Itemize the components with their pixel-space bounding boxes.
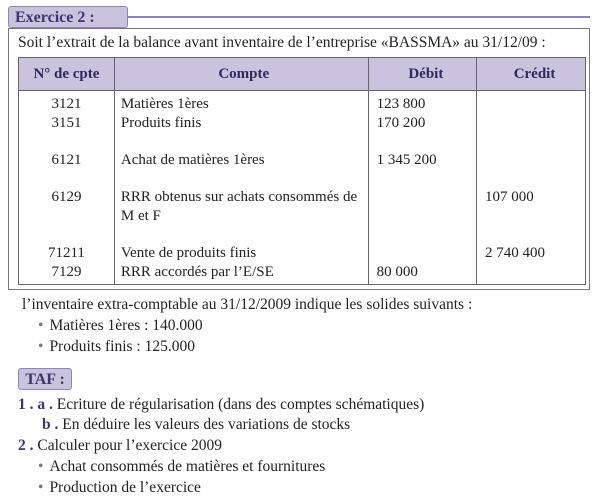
cell-num: 71211 [19, 244, 115, 263]
cell-num: 6129 [19, 188, 115, 244]
cell-credit [477, 151, 586, 188]
cell-debit: 80 000 [368, 263, 476, 285]
header-debit: Débit [368, 58, 476, 91]
question-2-item-text: Production de l’exercice [49, 479, 201, 496]
exercise-title: Exercice 2 : [8, 6, 128, 28]
header-num-cpte: N° de cpte [19, 58, 115, 91]
header-credit: Crédit [477, 58, 586, 91]
table-row [19, 91, 586, 115]
table-row [19, 244, 586, 263]
question-2-item [38, 458, 325, 476]
inventory-item [38, 338, 195, 356]
inventory-item [38, 317, 203, 335]
cell-credit [477, 263, 586, 285]
balance-table [18, 57, 586, 285]
question-1b [42, 416, 350, 434]
cell-num: 6121 [19, 151, 115, 188]
cell-credit: 107 000 [477, 188, 586, 244]
cell-debit: 123 800 [368, 91, 476, 115]
bullet-icon: • [38, 458, 44, 475]
question-2-item [38, 479, 201, 497]
question-2-item-text: Achat consommés de matières et fournitures [49, 458, 326, 475]
intro-text: Soit l’extrait de la balance avant inventaire de l’entreprise «BASSMA» au 31/12/09 : [18, 34, 546, 51]
header-compte: Compte [114, 58, 368, 91]
cell-debit [368, 244, 476, 263]
bullet-icon: • [38, 479, 44, 496]
inventory-intro: l’inventaire extra-comptable au 31/12/2009 indique les solides suivants : [22, 296, 473, 313]
cell-compte: Produits finis [114, 114, 368, 151]
cell-credit [477, 91, 586, 115]
cell-num: 7129 [19, 263, 115, 285]
bullet-icon: • [38, 317, 44, 334]
table-row [19, 151, 586, 188]
table-row [19, 114, 586, 151]
cell-num: 3151 [19, 114, 115, 151]
bullet-icon: • [38, 338, 44, 355]
question-1a [18, 396, 424, 414]
title-rule [128, 16, 590, 18]
cell-credit [477, 114, 586, 151]
cell-compte: RRR obtenus sur achats consommés de M et F [114, 188, 368, 244]
question-number: b . [42, 416, 59, 433]
taf-label: TAF : [18, 368, 72, 390]
question-text: Calculer pour l’exercice 2009 [37, 437, 222, 454]
inventory-item-text: Matières 1ères : 140.000 [49, 317, 203, 334]
cell-num: 3121 [19, 91, 115, 115]
cell-debit: 170 200 [368, 114, 476, 151]
question-number: 1 . a . [18, 396, 53, 413]
table-row [19, 263, 586, 285]
cell-credit: 2 740 400 [477, 244, 586, 263]
table-header-row [19, 58, 586, 91]
cell-compte: Achat de matières 1ères [114, 151, 368, 188]
question-text: Ecriture de régularisation (dans des comptes schématiques) [56, 396, 425, 413]
question-number: 2 . [18, 437, 34, 454]
cell-compte: Vente de produits finis [114, 244, 368, 263]
table-row [19, 188, 586, 244]
cell-compte: Matières 1ères [114, 91, 368, 115]
inventory-item-text: Produits finis : 125.000 [49, 338, 195, 355]
cell-compte: RRR accordés par l’E/SE [114, 263, 368, 285]
question-2 [18, 437, 222, 455]
cell-debit [368, 188, 476, 244]
question-text: En déduire les valeurs des variations de stocks [62, 416, 351, 433]
cell-debit: 1 345 200 [368, 151, 476, 188]
